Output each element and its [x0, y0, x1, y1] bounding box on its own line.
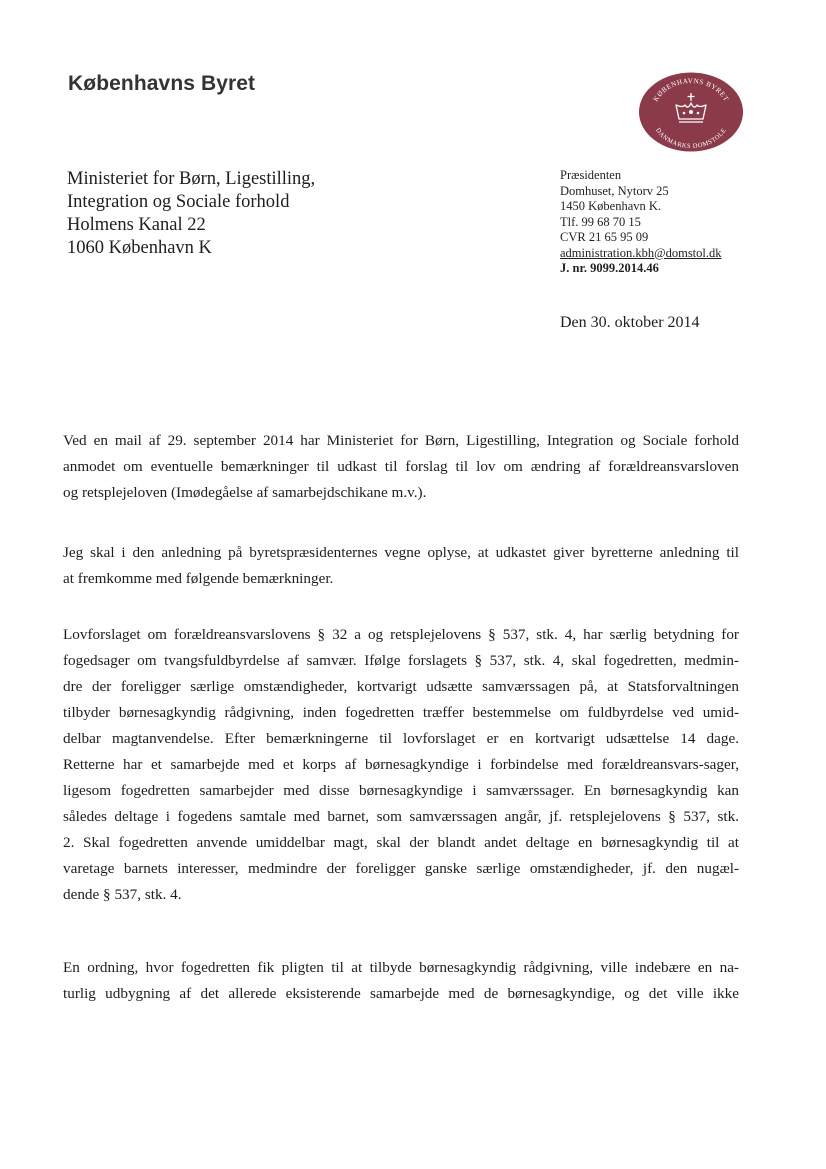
recipient-line: Holmens Kanal 22: [67, 215, 206, 235]
paragraph-bill-remarks: [63, 622, 739, 908]
paragraph-line: delbar magtanvendelse. Efter bemærkningerne til lovforslaget er en kortvarigt udsættelse 14 dage.: [63, 730, 739, 747]
sender-title: Præsidenten: [560, 168, 622, 182]
paragraph-line: 2. Skal fogedretten anvende umiddelbar magt, skal der blandt andet deltage en børnesagkyndig til at: [63, 834, 739, 851]
paragraph-line: Jeg skal i den anledning på byretspræsidenternes vegne oplyse, at udkastet giver byretterne anledning til: [63, 544, 739, 561]
paragraph-line: at fremkomme med følgende bemærkninger.: [63, 570, 334, 587]
seal-text-bottom: DANMARKS DOMSTOLE: [654, 126, 728, 151]
paragraph-response: [63, 540, 739, 592]
paragraph-line: varetage barnets interesser, medmindre der foreligger ganske særlige omstændigheder, jf. den nugæl-: [63, 860, 739, 877]
paragraph-intro: [63, 428, 739, 506]
sender-phone: Tlf. 99 68 70 15: [560, 214, 641, 229]
paragraph-line: og retsplejeloven (Imødegåelse af samarbejdschikane m.v.).: [63, 484, 427, 501]
court-seal: [638, 72, 744, 152]
paragraph-line: anmodet om eventuelle bemærkninger til udkast til forslag til lov om ændring af forældreansvarsloven: [63, 458, 739, 475]
recipient-line: Ministeriet for Børn, Ligestilling,: [67, 169, 316, 189]
recipient-line: 1060 København K: [67, 238, 212, 258]
recipient-address: [67, 168, 315, 260]
paragraph-arrangement: [63, 955, 739, 1007]
sender-address-2: 1450 København K.: [560, 199, 662, 213]
paragraph-line: fogedsager om tvangsfuldbyrdelse af samvær. Ifølge forslagets § 537, stk. 4, skal fogedretten, medmin-: [63, 652, 739, 669]
paragraph-line: tilbyder børnesagkyndig rådgivning, inden fogedretten træffer bestemmelse om fuldbyrdelse ved umid-: [63, 704, 739, 721]
journal-number: J. nr. 9099.2014.46: [560, 261, 659, 275]
paragraph-line: således deltage i fogedens samtale med barnet, som samværssagen angår, jf. retsplejelovens § 537, stk.: [63, 808, 739, 825]
paragraph-line: Ved en mail af 29. september 2014 har Ministeriet for Børn, Ligestilling, Integration og Sociale forhold: [63, 432, 739, 449]
paragraph-line: dende § 537, stk. 4.: [63, 886, 182, 903]
paragraph-line: En ordning, hvor fogedretten fik pligten til at tilbyde børnesagkyndig rådgivning, ville indebære en na-: [63, 959, 739, 976]
paragraph-line: ligesom fogedretten samarbejder med disse børnesagkyndige i samværssager. En børnesagkyndig kan: [63, 782, 739, 799]
seal-text-top: KØBENHAVNS BYRET: [651, 76, 731, 103]
paragraph-line: dre der foreligger særlige omstændigheder, kortvarigt udsætte samværssagen på, at Statsforvaltningen: [63, 678, 739, 695]
sender-email-link[interactable]: administration.kbh@domstol.dk: [560, 245, 722, 260]
letter-date: Den 30. oktober 2014: [560, 314, 700, 331]
paragraph-line: Retterne har et samarbejde med et korps af børnesagkyndige i forbindelse med forældreansvars-sager,: [63, 756, 739, 773]
paragraph-line: Lovforslaget om forældreansvarslovens § 32 a og retsplejelovens § 537, stk. 4, har særlig betydning for: [63, 626, 739, 643]
paragraph-line: turlig udbygning af det allerede eksisterende samarbejde med de børnesagkyndige, og det ville ikke: [63, 985, 739, 1002]
court-name: Københavns Byret: [68, 72, 256, 95]
sender-block: [560, 168, 722, 277]
recipient-line: Integration og Sociale forhold: [67, 192, 290, 212]
sender-cvr: CVR 21 65 95 09: [560, 230, 649, 244]
sender-address-1: Domhuset, Nytorv 25: [560, 183, 669, 198]
